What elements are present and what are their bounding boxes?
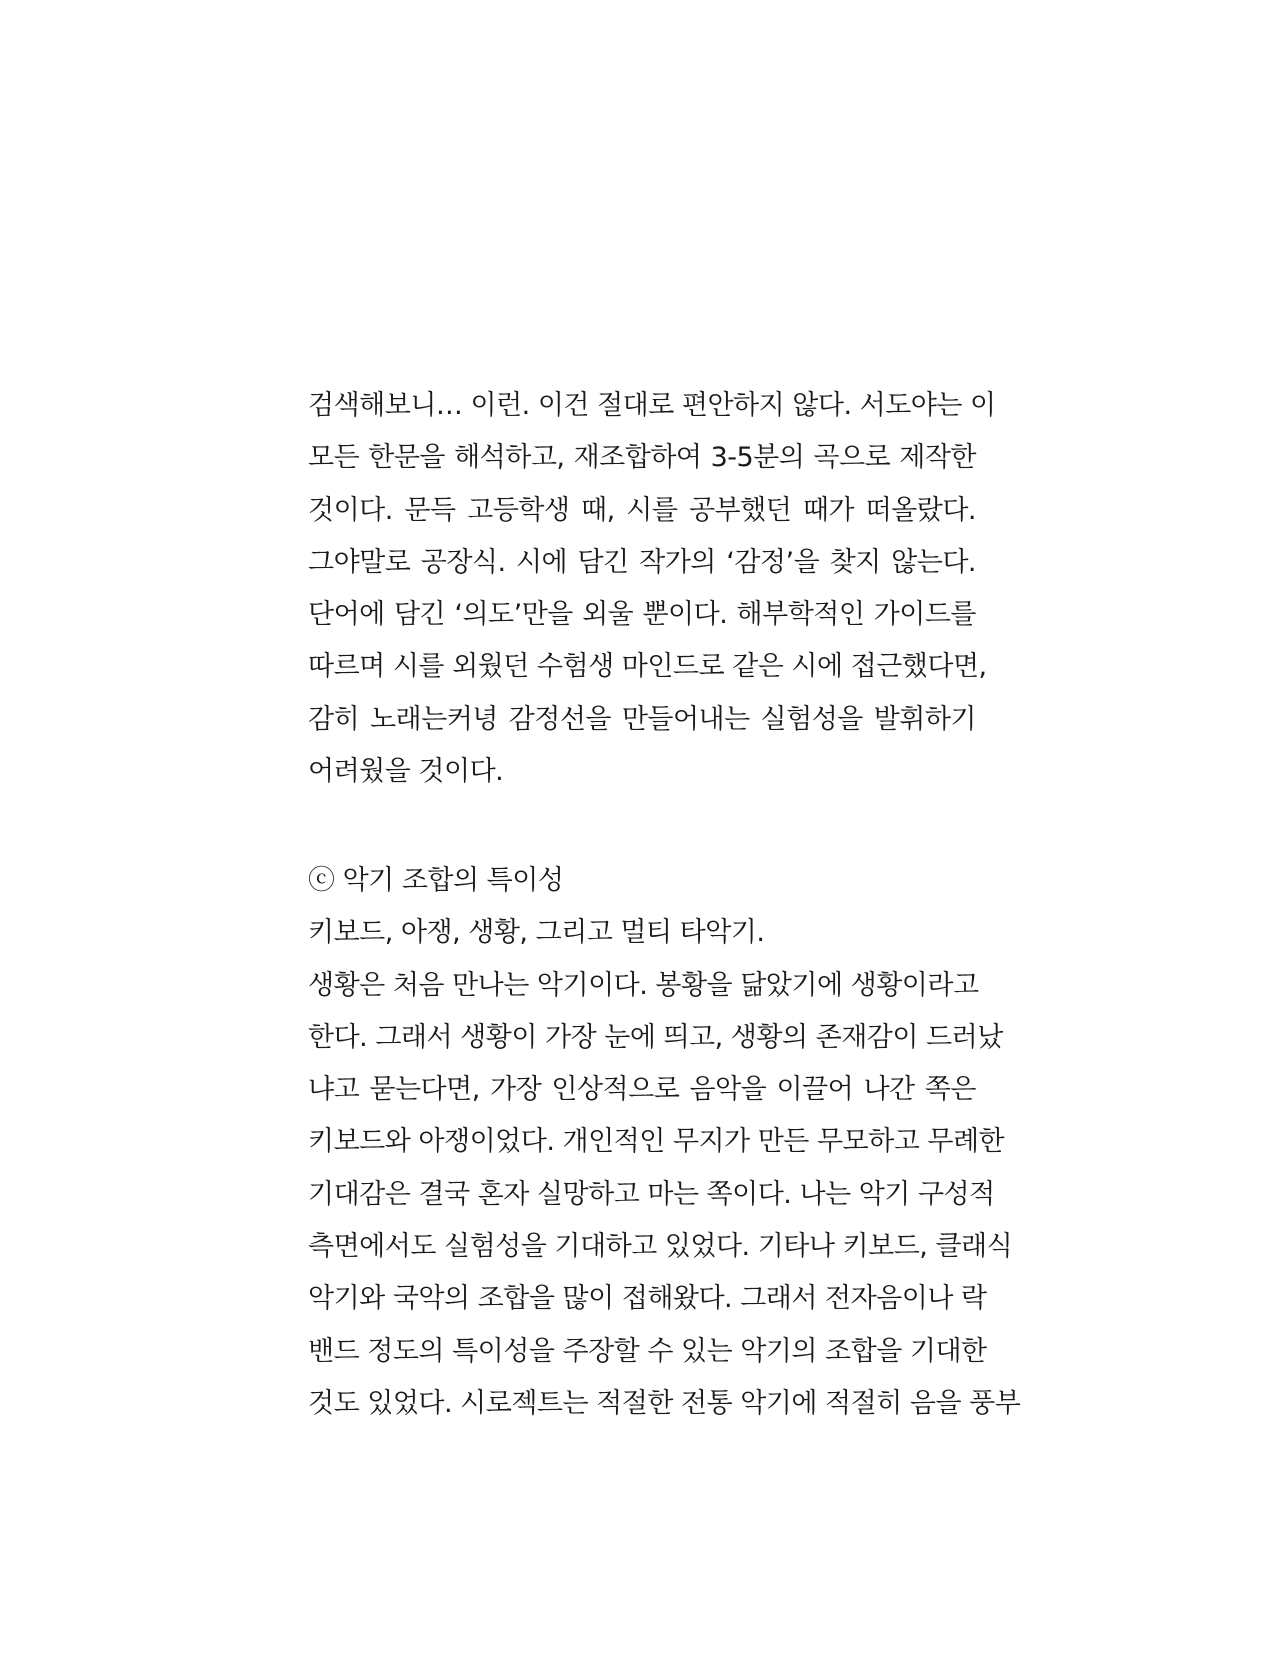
- section-instrument-combination: [308, 855, 1021, 1430]
- text-line: 감히 노래는커녕 감정선을 만들어내는 실험성을 발휘하기: [308, 703, 976, 735]
- text-line: 악기와 국악의 조합을 많이 접해왔다. 그래서 전자음이나 락: [308, 1283, 987, 1315]
- text-line: 것도 있었다. 시로젝트는 적절한 전통 악기에 적절히 음을 풍부: [308, 1387, 1021, 1419]
- text-line: 단어에 담긴 ‘의도’만을 외울 뿐이다. 해부학적인 가이드를: [308, 599, 976, 631]
- text-line: 것이다. 문득 고등학생 때, 시를 공부했던 때가 떠올랐다.: [308, 494, 976, 526]
- text-line: 한다. 그래서 생황이 가장 눈에 띄고, 생황의 존재감이 드러났: [308, 1021, 1003, 1053]
- text-line: 기대감은 결국 혼자 실망하고 마는 쪽이다. 나는 악기 구성적: [308, 1178, 995, 1210]
- text-line: 측면에서도 실험성을 기대하고 있었다. 기타나 키보드, 클래식: [308, 1231, 1013, 1263]
- text-line: 냐고 묻는다면, 가장 인상적으로 음악을 이끌어 나간 쪽은: [308, 1074, 976, 1106]
- text-line: 어려웠을 것이다.: [308, 756, 504, 788]
- text-line: 밴드 정도의 특이성을 주장할 수 있는 악기의 조합을 기대한: [308, 1335, 987, 1367]
- text-line: 그야말로 공장식. 시에 담긴 작가의 ‘감정’을 찾지 않는다.: [308, 546, 976, 578]
- text-line: 생황은 처음 만나는 악기이다. 봉황을 닮았기에 생황이라고: [308, 969, 979, 1001]
- text-line: 모든 한문을 해석하고, 재조합하여 3-5분의 곡으로 제작한: [308, 442, 976, 474]
- text-line: 따르며 시를 외웠던 수험생 마인드로 같은 시에 접근했다면,: [308, 651, 987, 683]
- text-line: 키보드와 아쟁이었다. 개인적인 무지가 만든 무모하고 무례한: [308, 1126, 1005, 1158]
- section-heading: ⓒ 악기 조합의 특이성: [308, 865, 564, 896]
- paragraph-search-reflection: [308, 380, 996, 798]
- text-line: 검색해보니… 이런. 이건 절대로 편안하지 않다. 서도야는 이: [308, 390, 996, 421]
- section-subheading: 키보드, 아쟁, 생황, 그리고 멀티 타악기.: [308, 917, 765, 949]
